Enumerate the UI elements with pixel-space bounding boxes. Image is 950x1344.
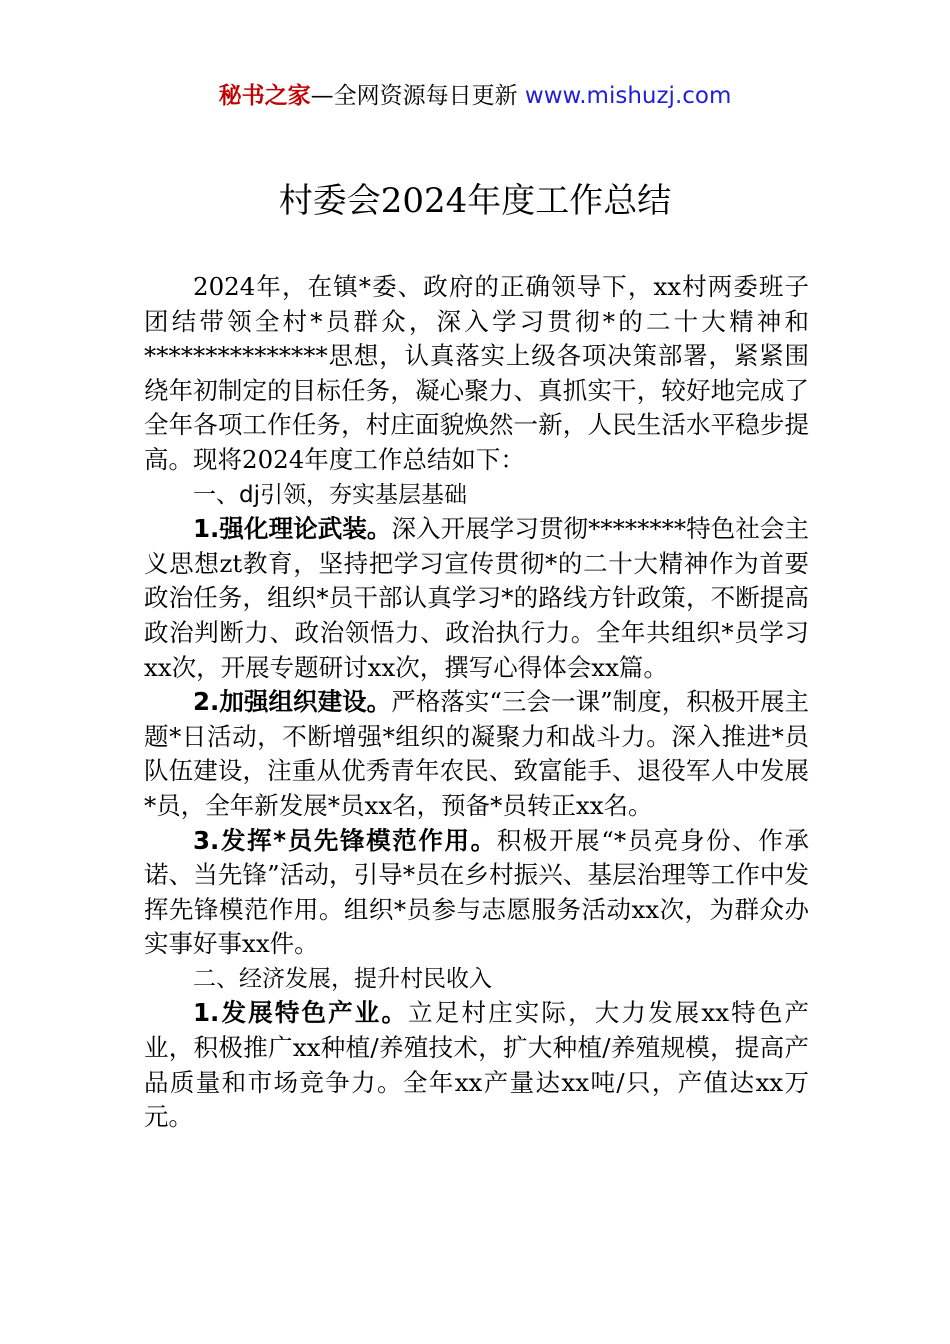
paragraph-lead: 1.发展特色产业。 bbox=[193, 998, 409, 1028]
paragraph-lead: 2.加强组织建设。 bbox=[193, 687, 392, 717]
body-paragraph bbox=[144, 996, 809, 1134]
paragraph-text: 积极开展“*员亮身份、作承诺、当先锋”活动，引导*员在乡村振兴、基层治理等工作中发挥先锋模范作用。组织*员参与志愿服务活动xx次，为群众办实事好事xx件。 bbox=[144, 825, 809, 959]
document-title: 村委会2024年度工作总结 bbox=[278, 181, 672, 221]
paragraph-text: 严格落实“三会一课”制度，积极开展主题*日活动，不断增强*组织的凝聚力和战斗力。深入推进*员队伍建设，注重从优秀青年农民、致富能手、退役军人中发展*员，全年新发展*员xx名，预备*员转正xx名。 bbox=[144, 687, 809, 820]
banner-url-link[interactable]: www.mishuzj.com bbox=[524, 83, 732, 109]
intro-paragraph: 2024年，在镇*委、政府的正确领导下，xx村两委班子团结带领全村*员群众，深入学习贯彻*的二十大精神和***************思想，认真落实上级各项决策部署，紧紧围绕年初制定的目标任务，凝心聚力、真抓实干，较好地完成了全年各项工作任务，村庄面貌焕然一新，人民生活水平稳步提高。现将2024年度工作总结如下： bbox=[144, 272, 809, 474]
banner-brand: 秘书之家 bbox=[218, 83, 311, 109]
site-banner bbox=[0, 80, 950, 112]
body-paragraph bbox=[144, 512, 809, 685]
section-heading: 二、经济发展，提升村民收入 bbox=[193, 965, 492, 992]
banner-tagline: —全网资源每日更新 bbox=[310, 83, 518, 109]
section-heading: 一、dj引领，夯实基层基础 bbox=[193, 481, 467, 508]
document-body bbox=[144, 270, 809, 1135]
paragraph-lead: 1.强化理论武装。 bbox=[193, 514, 392, 544]
paragraph-text: 深入开展学习贯彻********特色社会主义思想zt教育，坚持把学习宣传贯彻*的二十大精神作为首要政治任务，组织*员干部认真学习*的路线方针政策，不断提高政治判断力、政治领悟力、政治执行力。全年共组织*员学习xx次，开展专题研讨xx次，撰写心得体会xx篇。 bbox=[144, 514, 809, 682]
paragraph-lead: 3.发挥*员先锋模范作用。 bbox=[193, 825, 497, 855]
paragraph-text: 立足村庄实际，大力发展xx特色产业，积极推广xx种植/养殖技术，扩大种植/养殖规模，提高产品质量和市场竞争力。全年xx产量达xx吨/只，产值达xx万元。 bbox=[144, 998, 810, 1132]
body-paragraph bbox=[144, 685, 809, 823]
body-paragraph bbox=[144, 824, 809, 962]
